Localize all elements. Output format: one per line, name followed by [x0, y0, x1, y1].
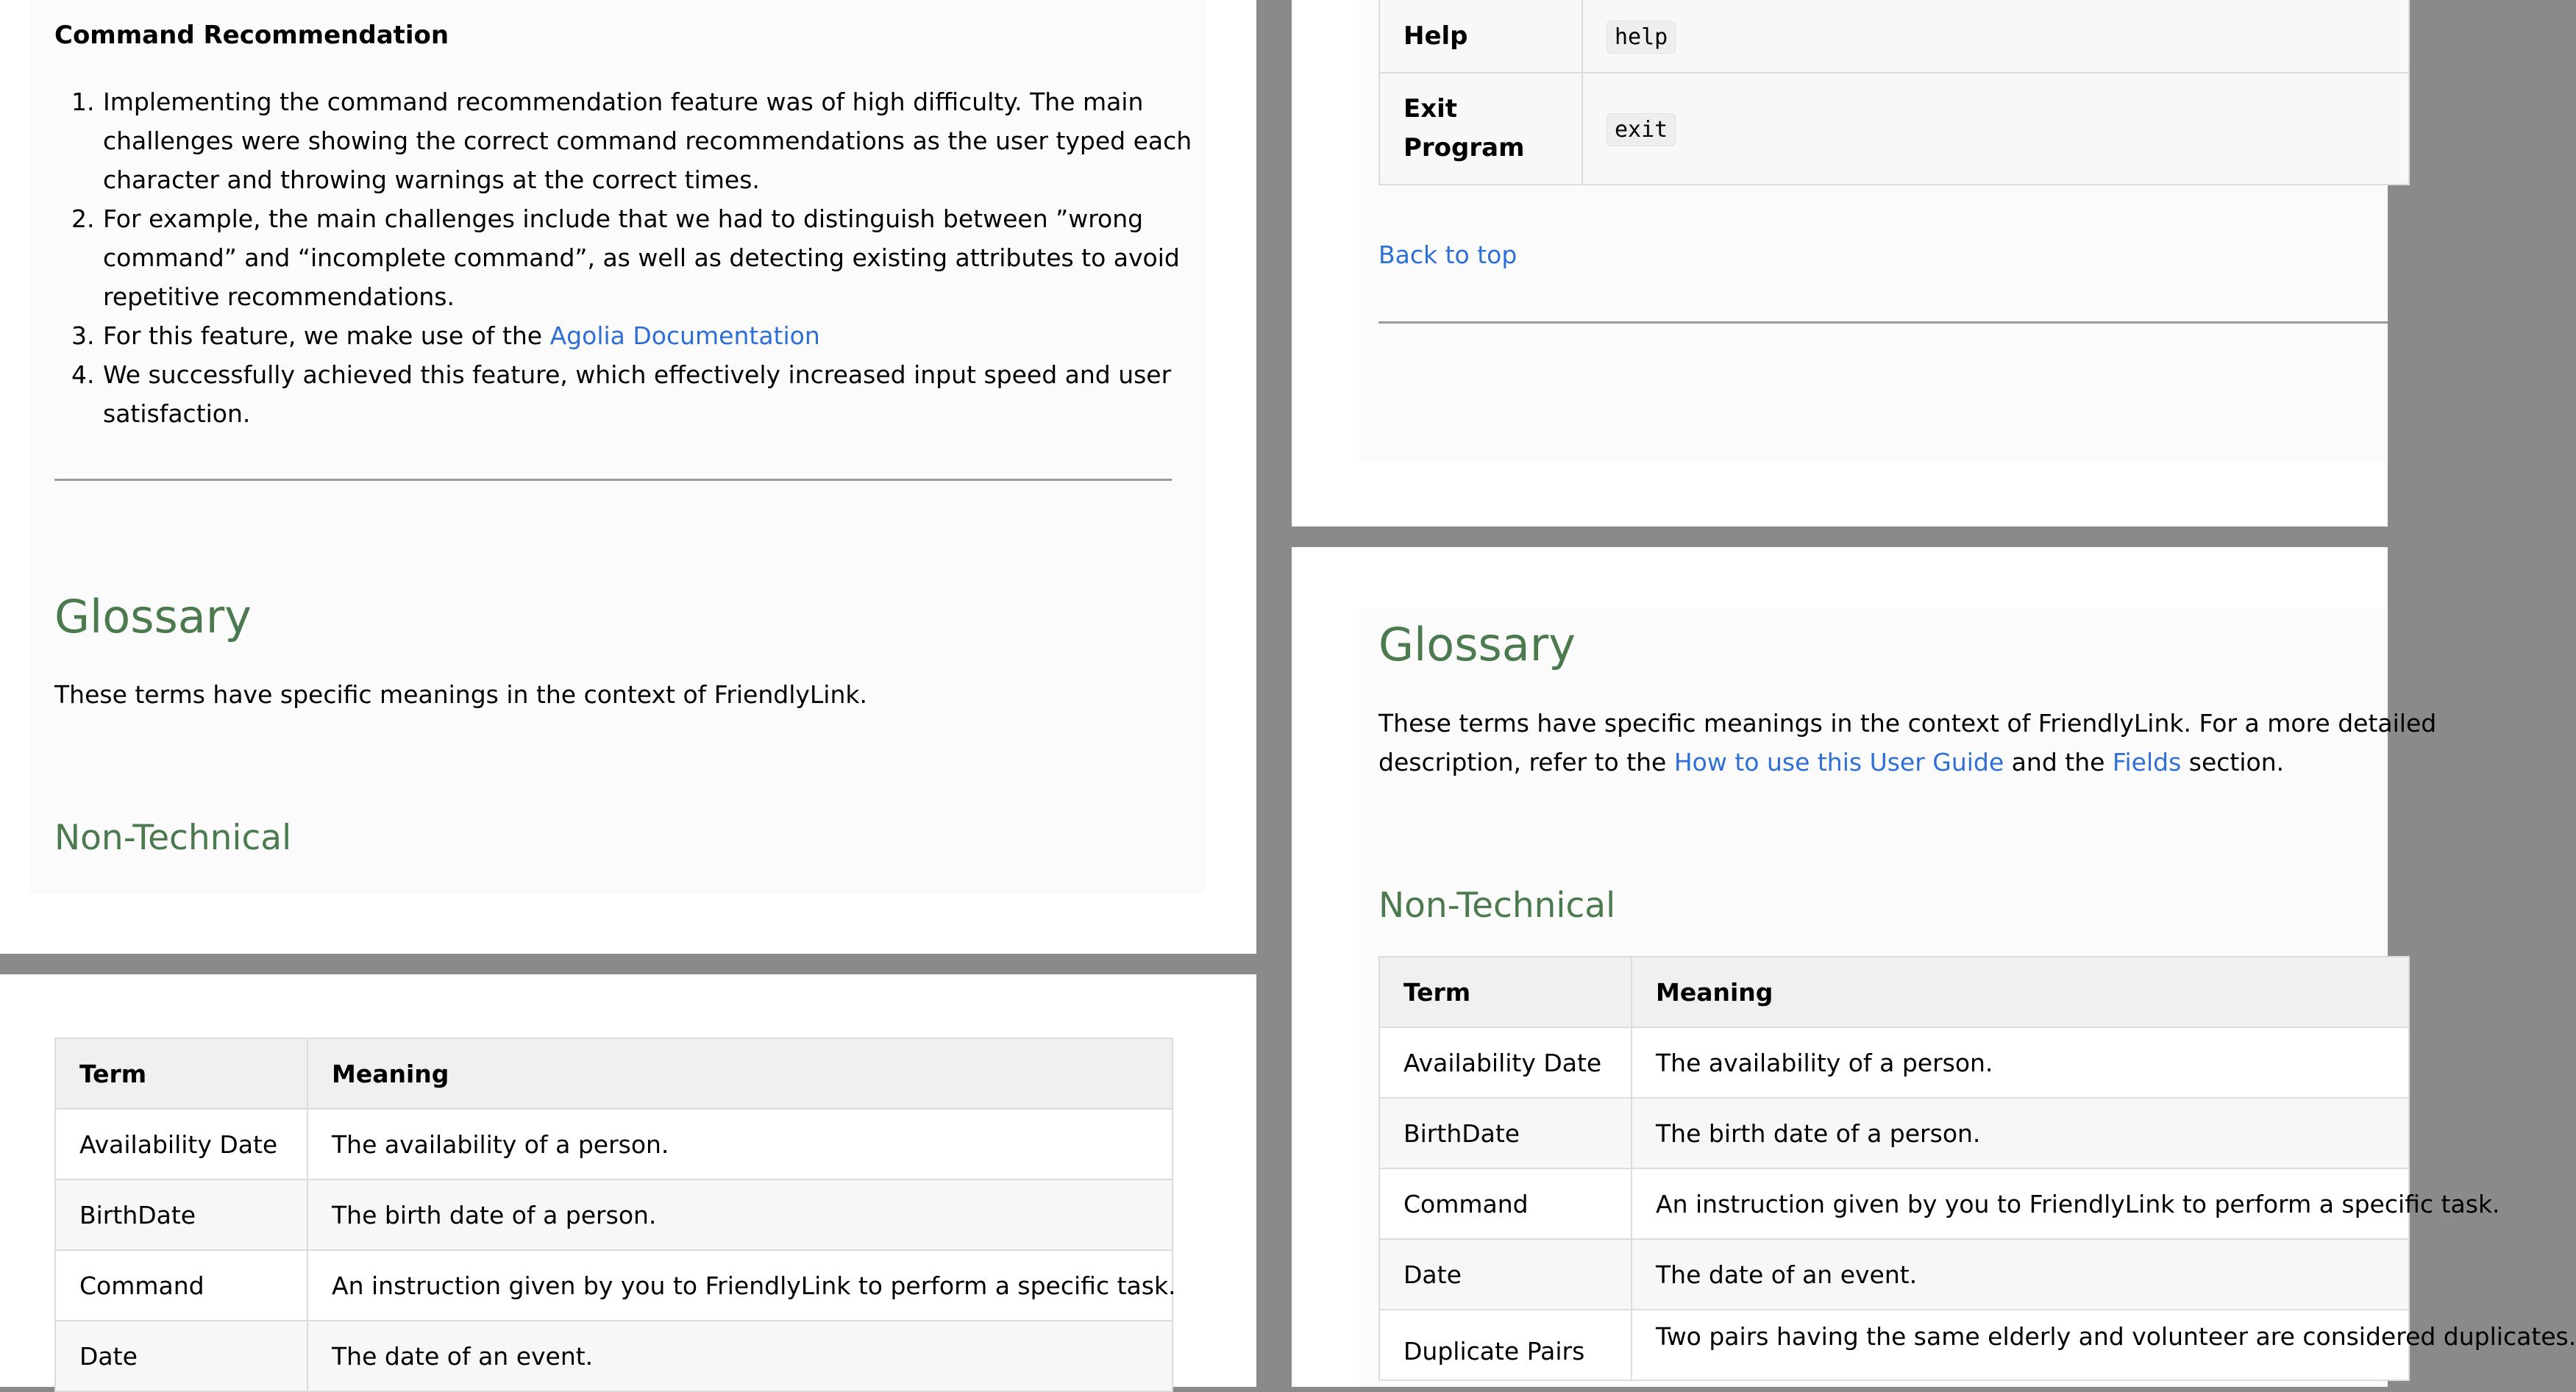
meaning-cell: The availability of a person. — [1632, 1027, 2409, 1098]
glossary-table — [54, 1038, 1176, 1392]
back-to-top-link[interactable]: Back to top — [1378, 240, 1518, 269]
term-cell: Command — [1379, 1168, 1632, 1239]
term-cell: Date — [1379, 1239, 1632, 1310]
term-cell: Command — [55, 1250, 307, 1321]
command-format-cell — [1582, 73, 2409, 185]
meaning-cell: The availability of a person. — [307, 1109, 1173, 1179]
meaning-cell: An instruction given by you to FriendlyLink to perform a specific task. — [1632, 1168, 2409, 1239]
term-cell: BirthDate — [55, 1179, 307, 1250]
command-format-cell — [1582, 0, 2409, 73]
header-term: Term — [55, 1038, 307, 1109]
table-row — [1379, 1239, 2409, 1310]
meaning-cell: Two pairs having the same elderly and volunteer are considered duplicates. — [1632, 1310, 2409, 1380]
right-bottom-page — [1292, 547, 2576, 1387]
list-item: 1. Implementing the command recommendation feature was of high difficulty. The main challenges were showing the correct command recommendations as the user typed each character and throwing warnings at the correct times. — [71, 88, 1192, 194]
meaning-cell: An instruction given by you to FriendlyLink to perform a specific task. — [307, 1250, 1173, 1321]
table-row — [55, 1109, 1173, 1179]
meaning-cell: The date of an event. — [307, 1321, 1173, 1391]
table-row — [1379, 1027, 2409, 1098]
table-row — [1379, 73, 2409, 185]
term-cell: Availability Date — [55, 1109, 307, 1179]
table-header-row — [55, 1038, 1173, 1109]
table-header-row — [1379, 957, 2409, 1027]
table-row — [55, 1250, 1173, 1321]
table-row — [1379, 0, 2409, 73]
horizontal-divider — [1378, 321, 2388, 324]
table-row — [55, 1179, 1173, 1250]
exit-code: exit — [1607, 113, 1676, 146]
non-technical-heading: Non-Technical — [54, 818, 292, 858]
header-meaning: Meaning — [307, 1038, 1173, 1109]
term-cell: BirthDate — [1379, 1098, 1632, 1168]
horizontal-divider — [54, 479, 1172, 481]
term-cell: Availability Date — [1379, 1027, 1632, 1098]
table-row — [55, 1321, 1173, 1391]
command-name-cell: Help — [1379, 0, 1582, 73]
left-top-page — [0, 0, 1256, 954]
glossary-intro-line-2: description, refer to the How to use this User Guide and the Fields section. — [1378, 748, 2285, 777]
right-top-page — [1292, 0, 2388, 527]
glossary-title: Glossary — [54, 590, 252, 643]
user-guide-link[interactable]: How to use this User Guide — [1673, 748, 2004, 777]
command-summary-table — [1378, 0, 2410, 185]
term-cell: Date — [55, 1321, 307, 1391]
agolia-documentation-link[interactable]: Agolia Documentation — [549, 321, 820, 350]
glossary-title: Glossary — [1378, 618, 1576, 671]
fields-link[interactable]: Fields — [2112, 748, 2182, 777]
command-name-cell: Exit Program — [1379, 73, 1582, 185]
glossary-intro-line-1: These terms have specific meanings in the context of FriendlyLink. For a more detailed — [1378, 709, 2437, 738]
list-item: 3. For this feature, we make use of the Agolia Documentation — [71, 321, 820, 350]
meaning-cell: The birth date of a person. — [1632, 1098, 2409, 1168]
meaning-cell: The birth date of a person. — [307, 1179, 1173, 1250]
meaning-cell: The date of an event. — [1632, 1239, 2409, 1310]
term-cell: Duplicate Pairs — [1379, 1310, 1632, 1380]
command-recommendation-list — [54, 82, 1192, 433]
header-meaning: Meaning — [1632, 957, 2409, 1027]
list-item: 4. We successfully achieved this feature, which effectively increased input speed and user satisfaction. — [71, 360, 1172, 428]
help-code: help — [1607, 21, 1676, 54]
header-term: Term — [1379, 957, 1632, 1027]
glossary-table — [1378, 956, 2576, 1381]
left-bottom-page — [0, 974, 1256, 1387]
table-row — [1379, 1310, 2409, 1380]
non-technical-heading: Non-Technical — [1378, 885, 1616, 926]
glossary-intro: These terms have specific meanings in the context of FriendlyLink. — [54, 680, 867, 709]
section-heading: Command Recommendation — [54, 21, 449, 50]
table-row — [1379, 1168, 2409, 1239]
list-item: 2. For example, the main challenges include that we had to distinguish between ”wrong command” and “incomplete command”, as well as detecting existing attributes to avoid repetitive recommendations. — [71, 204, 1180, 311]
table-row — [1379, 1098, 2409, 1168]
